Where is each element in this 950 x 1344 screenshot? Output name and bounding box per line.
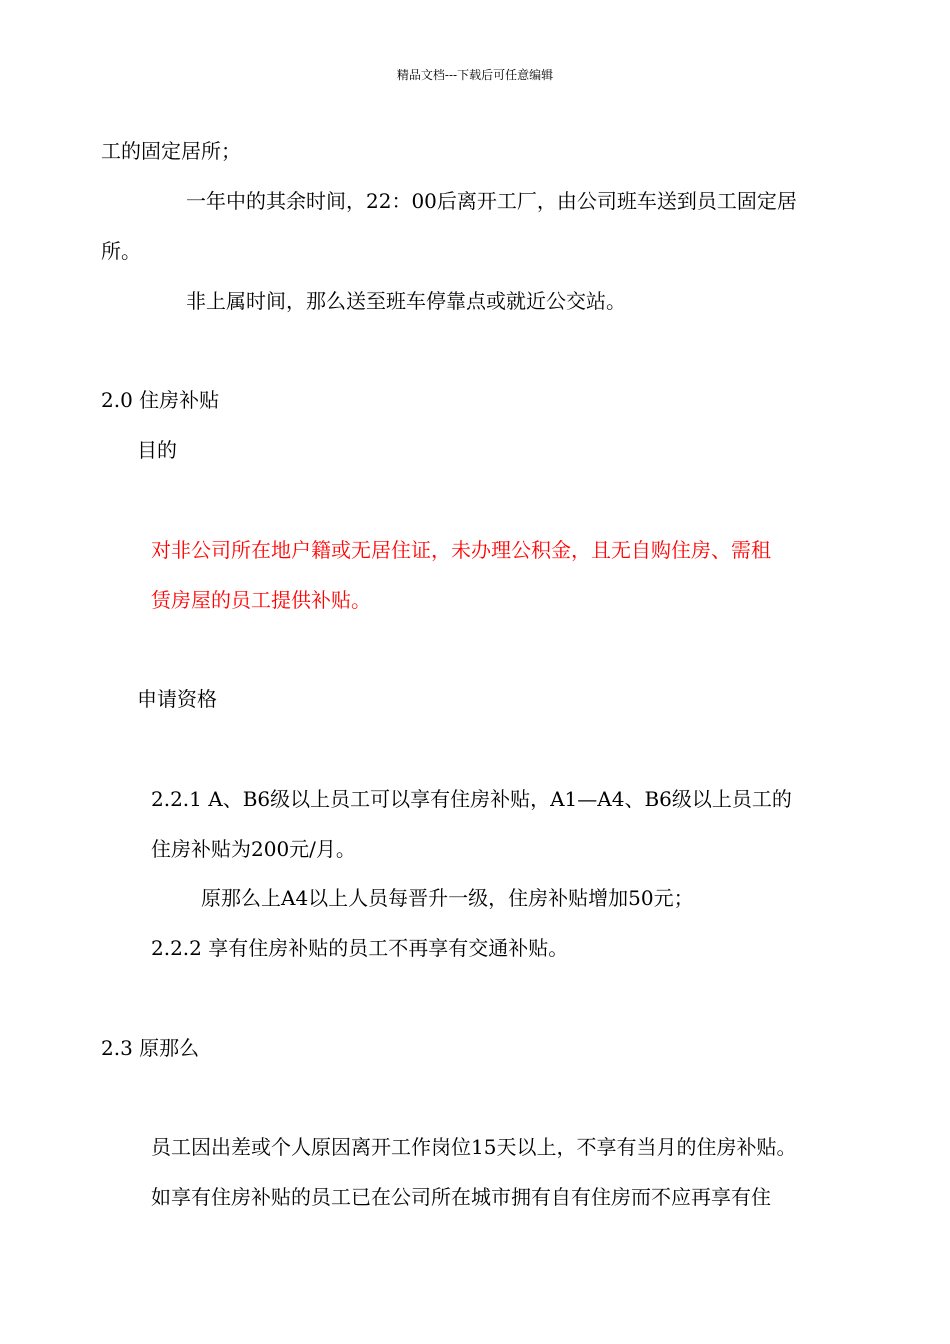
text-line: 员工因出差或个人原因离开工作岗位15天以上，不享有当月的住房补贴。 bbox=[151, 1135, 797, 1159]
text-line: 非上属时间，那么送至班车停靠点或就近公交站。 bbox=[186, 289, 626, 313]
text-line: 如享有住房补贴的员工已在公司所在城市拥有自有住房而不应再享有住 bbox=[151, 1185, 771, 1209]
highlighted-text-line: 赁房屋的员工提供补贴。 bbox=[151, 588, 371, 612]
page-header: 精品文档---下载后可任意编辑 bbox=[396, 68, 554, 82]
subsection-heading: 目的 bbox=[137, 438, 177, 462]
section-heading: 2.0 住房补贴 bbox=[101, 388, 220, 412]
text-line: 所。 bbox=[101, 239, 141, 263]
text-line: 2.2.1 A、B6级以上员工可以享有住房补贴，A1—A4、B6级以上员工的 bbox=[151, 787, 792, 811]
section-heading: 2.3 原那么 bbox=[101, 1036, 200, 1060]
text-line: 2.2.2 享有住房补贴的员工不再享有交通补贴。 bbox=[151, 936, 569, 960]
text-line: 住房补贴为200元/月。 bbox=[151, 837, 356, 861]
subsection-heading: 申请资格 bbox=[137, 687, 217, 711]
text-line: 一年中的其余时间，22：00后离开工厂，由公司班车送到员工固定居 bbox=[186, 189, 797, 213]
text-line: 工的固定居所； bbox=[101, 139, 241, 163]
text-line: 原那么上A4以上人员每晋升一级，住房补贴增加50元； bbox=[201, 886, 694, 910]
highlighted-text-line: 对非公司所在地户籍或无居住证，未办理公积金，且无自购住房、需租 bbox=[151, 538, 771, 562]
